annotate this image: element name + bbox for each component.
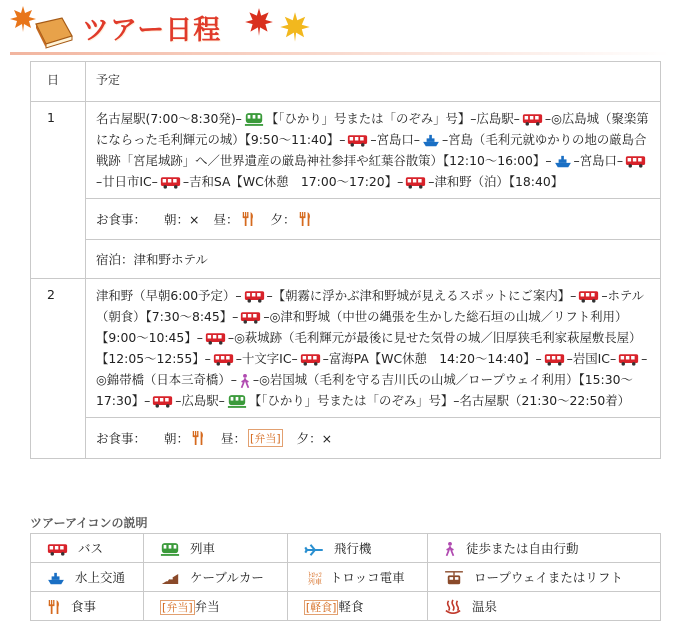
legend-item-trolley: [287, 563, 427, 592]
dinner-item: [271, 210, 314, 228]
breakfast-item: [164, 210, 200, 228]
itinerary-line: –◎岩国城（毛利を守る吉川氏の山城／ロープウェイ利用）【15:30～17:30】–: [96, 372, 633, 408]
meal-icon: [191, 430, 205, 446]
day-column-header: 日: [31, 62, 86, 102]
bento-icon: [弁当]: [248, 429, 283, 447]
legend-label: 列車: [190, 541, 216, 556]
legend-item-airplane: [287, 534, 427, 563]
bus-icon: [213, 353, 234, 366]
airplane-icon: [304, 543, 324, 557]
itinerary-line: 名古屋駅(7:00～8:30発)–: [96, 111, 242, 126]
stay-row: 宿泊：津和野ホテル: [86, 239, 660, 278]
itinerary-line: –広島駅–: [175, 393, 225, 408]
bus-icon: [240, 311, 261, 324]
itinerary-line: –◎萩城跡（毛利輝元が最後に見せた気骨の城／旧厚狭毛利家萩屋敷長屋）【12:05～12:55】–: [96, 330, 642, 366]
bento-icon: [弁当]: [162, 601, 193, 614]
header-divider: [10, 52, 670, 55]
light-meal-icon: [軽食]: [305, 601, 337, 614]
day-row-2: [31, 279, 661, 459]
legend-item-meal: [31, 592, 144, 621]
day-row-1: [31, 102, 661, 279]
schedule-header-row: [31, 62, 661, 102]
legend-item-walking: [427, 534, 660, 563]
meal-icon: [241, 211, 255, 227]
itinerary-text: [86, 279, 660, 417]
legend-title: ツアーアイコンの説明: [30, 516, 148, 530]
itinerary-line: –◎広島城（聚楽第にならった毛利輝元の城）【9:50～11:40】–: [96, 111, 649, 147]
bus-icon: [405, 176, 426, 189]
lunch-item: [214, 210, 257, 228]
train-icon: [244, 112, 264, 127]
dinner-item: [297, 429, 333, 447]
itinerary-line: 津和野（早朝6:00予定）–: [96, 288, 242, 303]
itinerary-line: –津和野（泊）【18:40】: [428, 174, 564, 189]
itinerary-line: –ホテル（朝食）【7:30～8:45】–: [96, 288, 645, 324]
itinerary-line: –【朝霧に浮かぶ津和野城が見えるスポットにご案内】–: [266, 288, 577, 303]
plan-column-header: 予定: [86, 62, 661, 102]
itinerary-line: –宮島口–: [573, 153, 624, 168]
itinerary-line: 【「ひかり」号または「のぞみ」号】–名古屋駅（21:30～22:50着）: [248, 393, 631, 408]
legend-item-train: [144, 534, 288, 563]
itinerary-line: –十文字IC–: [235, 351, 298, 366]
maple-leaf-icon: [243, 6, 275, 38]
itinerary-line: –岩国IC–: [566, 351, 617, 366]
legend-label: ロープウェイまたはリフト: [473, 569, 623, 585]
legend-label: 飛行機: [333, 541, 372, 556]
legend-label: 食事: [71, 598, 97, 614]
itinerary-line: –◎津和野城（中世の縄張を生かした総石垣の山城／リフト利用）【9:00～10:45】–: [96, 309, 628, 345]
legend-item-light-meal: [287, 592, 427, 621]
day-number: 2: [31, 279, 86, 459]
breakfast-label: 朝：: [164, 212, 190, 227]
itinerary-line: –吉和SA【WC休憩 17:00～17:20】–: [182, 174, 404, 189]
book-icon: [32, 12, 76, 52]
legend-label: 軽食: [338, 599, 364, 614]
legend-item-cable-car: [144, 563, 288, 592]
page-header: [0, 0, 673, 62]
day-number: 1: [31, 102, 86, 279]
boat-icon: [47, 572, 65, 586]
meals-row: [86, 198, 660, 239]
page-title: ツアー日程: [82, 15, 222, 46]
cable-car-icon: [160, 571, 180, 586]
legend-label: 水上交通: [75, 570, 126, 585]
lunch-item: [221, 429, 283, 447]
legend-item-bento: [144, 592, 288, 621]
legend-label: バス: [78, 541, 104, 556]
bus-icon: [625, 155, 646, 168]
day-plan-2: [86, 279, 661, 459]
bus-icon: [47, 543, 68, 556]
legend-label: トロッコ電車: [329, 570, 405, 585]
walking-icon: [444, 541, 456, 557]
meals-row: [86, 417, 660, 458]
bus-icon: [347, 134, 368, 147]
bus-icon: [244, 290, 265, 303]
trolley-train-icon: ﾄﾛｯｺ 列車: [307, 570, 322, 586]
bus-icon: [300, 353, 321, 366]
itinerary-text: [86, 102, 660, 198]
train-icon: [227, 394, 247, 409]
itinerary-line: –宮島（毛利元就ゆかりの地の厳島合戦跡「宮尾城跡」へ／世界遺産の厳島神社参拝や紅葉谷散策）【12:10～16:00】–: [96, 132, 647, 168]
dinner-label: 夕：: [270, 212, 296, 227]
ropeway-icon: [444, 570, 464, 586]
itinerary-line: –◎錦帯橋（日本三奇橋）–: [96, 351, 648, 387]
legend-label: 弁当: [194, 599, 220, 614]
meal-icon: [47, 599, 61, 615]
legend-item-bus: [31, 534, 144, 563]
legend-label: ケーブルカー: [190, 570, 264, 585]
itinerary-line: –廿日市IC–: [96, 174, 158, 189]
train-icon: [160, 542, 180, 557]
ginkgo-leaf-icon: [278, 10, 312, 44]
legend-label: 徒歩または自由行動: [465, 540, 579, 556]
itinerary-line: –宮島口–: [370, 132, 420, 147]
day-plan-1: [86, 102, 661, 279]
meals-label: お食事：: [96, 431, 147, 446]
legend-item-hot-spring: [427, 592, 660, 621]
itinerary-line: 【「ひかり」号または「のぞみ」号】–広島駅–: [265, 111, 520, 126]
walking-icon: [239, 373, 251, 389]
bus-icon: [544, 353, 565, 366]
boat-icon: [422, 134, 440, 148]
lunch-label: 昼：: [221, 431, 247, 446]
hot-spring-icon: [444, 599, 462, 615]
lunch-label: 昼：: [213, 212, 239, 227]
icon-legend: [30, 533, 661, 621]
itinerary-line: –富海PA【WC休憩 14:20～14:40】–: [322, 351, 542, 366]
meal-icon: [298, 211, 312, 227]
legend-item-ropeway: [427, 563, 660, 592]
bus-icon: [152, 395, 173, 408]
bus-icon: [578, 290, 599, 303]
legend-label: 温泉: [471, 598, 497, 614]
schedule-table: [30, 61, 661, 459]
meals-label: お食事：: [96, 212, 147, 227]
legend-item-boat: [31, 563, 144, 592]
bus-icon: [618, 353, 639, 366]
bus-icon: [205, 332, 226, 345]
breakfast-value: ×: [189, 211, 200, 227]
breakfast-item: [164, 429, 207, 447]
bus-icon: [160, 176, 181, 189]
breakfast-label: 朝：: [164, 431, 190, 446]
dinner-label: 夕：: [296, 431, 322, 446]
boat-icon: [554, 155, 572, 169]
dinner-value: ×: [321, 430, 333, 446]
bus-icon: [522, 113, 543, 126]
